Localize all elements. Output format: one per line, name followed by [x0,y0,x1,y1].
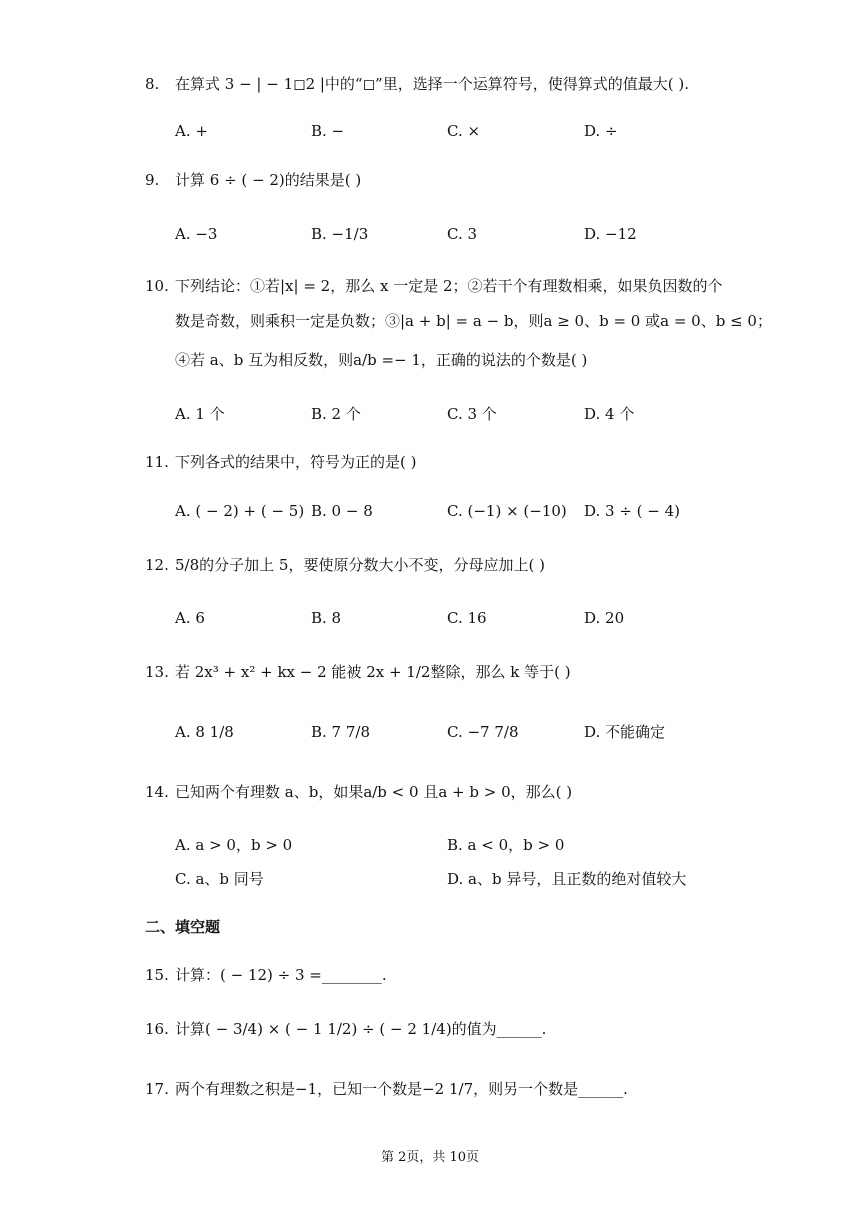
option-b: B. 0 − 8 [311,502,373,520]
option-a: A. ( − 2) + ( − 5) [175,502,305,520]
question-text-line-1: 下列结论：①若|x| = 2，那么 x 一定是 2；②若干个有理数相乘，如果负因数的个 [175,277,723,295]
question-text: 若 2x³ + x² + kx − 2 能被 2x + 1/2整除，那么 k 等于( ) [175,663,571,681]
question-number: 15. [145,966,169,984]
question-text: 下列各式的结果中，符号为正的是( ) [175,453,417,471]
option-c: C. 16 [447,609,487,627]
option-c: C. −7 7/8 [447,723,519,741]
option-a: A. a > 0，b > 0 [175,836,293,854]
question-text: 5/8的分子加上 5，要使原分数大小不变，分母应加上( ) [175,556,545,574]
option-a: A. −3 [175,225,218,243]
option-b: B. −1/3 [311,225,369,243]
question-number: 13. [145,663,169,681]
option-c: C. × [447,122,481,140]
question-number: 12. [145,556,169,574]
question-number: 11. [145,453,169,471]
question-text: 计算 6 ÷ ( − 2)的结果是( ) [175,171,362,189]
option-d: D. 4 个 [584,405,635,423]
question-text: 计算( − 3/4) × ( − 1 1/2) ÷ ( − 2 1/4)的值为______. [175,1020,547,1038]
option-d: D. ÷ [584,122,618,140]
question-text: 两个有理数之积是−1，已知一个数是−2 1/7，则另一个数是______. [175,1080,628,1098]
question-number: 8. [145,75,160,93]
option-d: D. −12 [584,225,637,243]
option-a: A. 1 个 [175,405,225,423]
question-text-line-3: ④若 a、b 互为相反数，则a/b =− 1，正确的说法的个数是( ) [175,351,588,369]
question-number: 17. [145,1080,169,1098]
question-text: 计算：( − 12) ÷ 3 =________. [175,966,387,984]
option-c: C. a、b 同号 [175,870,264,888]
option-d: D. 3 ÷ ( − 4) [584,502,681,520]
option-b: B. 7 7/8 [311,723,371,741]
option-c: C. 3 [447,225,478,243]
option-d: D. 不能确定 [584,723,666,741]
question-number: 9. [145,171,160,189]
option-c: C. 3 个 [447,405,497,423]
option-b: B. − [311,122,345,140]
option-d: D. 20 [584,609,625,627]
option-a: A. + [175,122,208,140]
question-number: 10. [145,277,169,295]
question-number: 16. [145,1020,169,1038]
option-d: D. a、b 异号，且正数的绝对值较大 [447,870,687,888]
option-b: B. a < 0，b > 0 [447,836,565,854]
option-a: A. 6 [175,609,205,627]
question-text: 已知两个有理数 a、b，如果a/b < 0 且a + b > 0，那么( ) [175,783,573,801]
option-b: B. 2 个 [311,405,361,423]
option-b: B. 8 [311,609,342,627]
question-text-line-2: 数是奇数，则乘积一定是负数；③|a + b| = a − b，则a ≥ 0、b = 0 或a = 0、b ≤ 0； [175,312,772,330]
question-number: 14. [145,783,169,801]
option-c: C. (−1) × (−10) [447,502,567,520]
section-title: 二、填空题 [145,918,221,936]
page-footer: 第 2页，共 10页 [380,1150,480,1165]
question-text: 在算式 3 − | − 1◻2 |中的“◻”里，选择一个运算符号，使得算式的值最大( ). [175,75,689,93]
option-a: A. 8 1/8 [175,723,234,741]
